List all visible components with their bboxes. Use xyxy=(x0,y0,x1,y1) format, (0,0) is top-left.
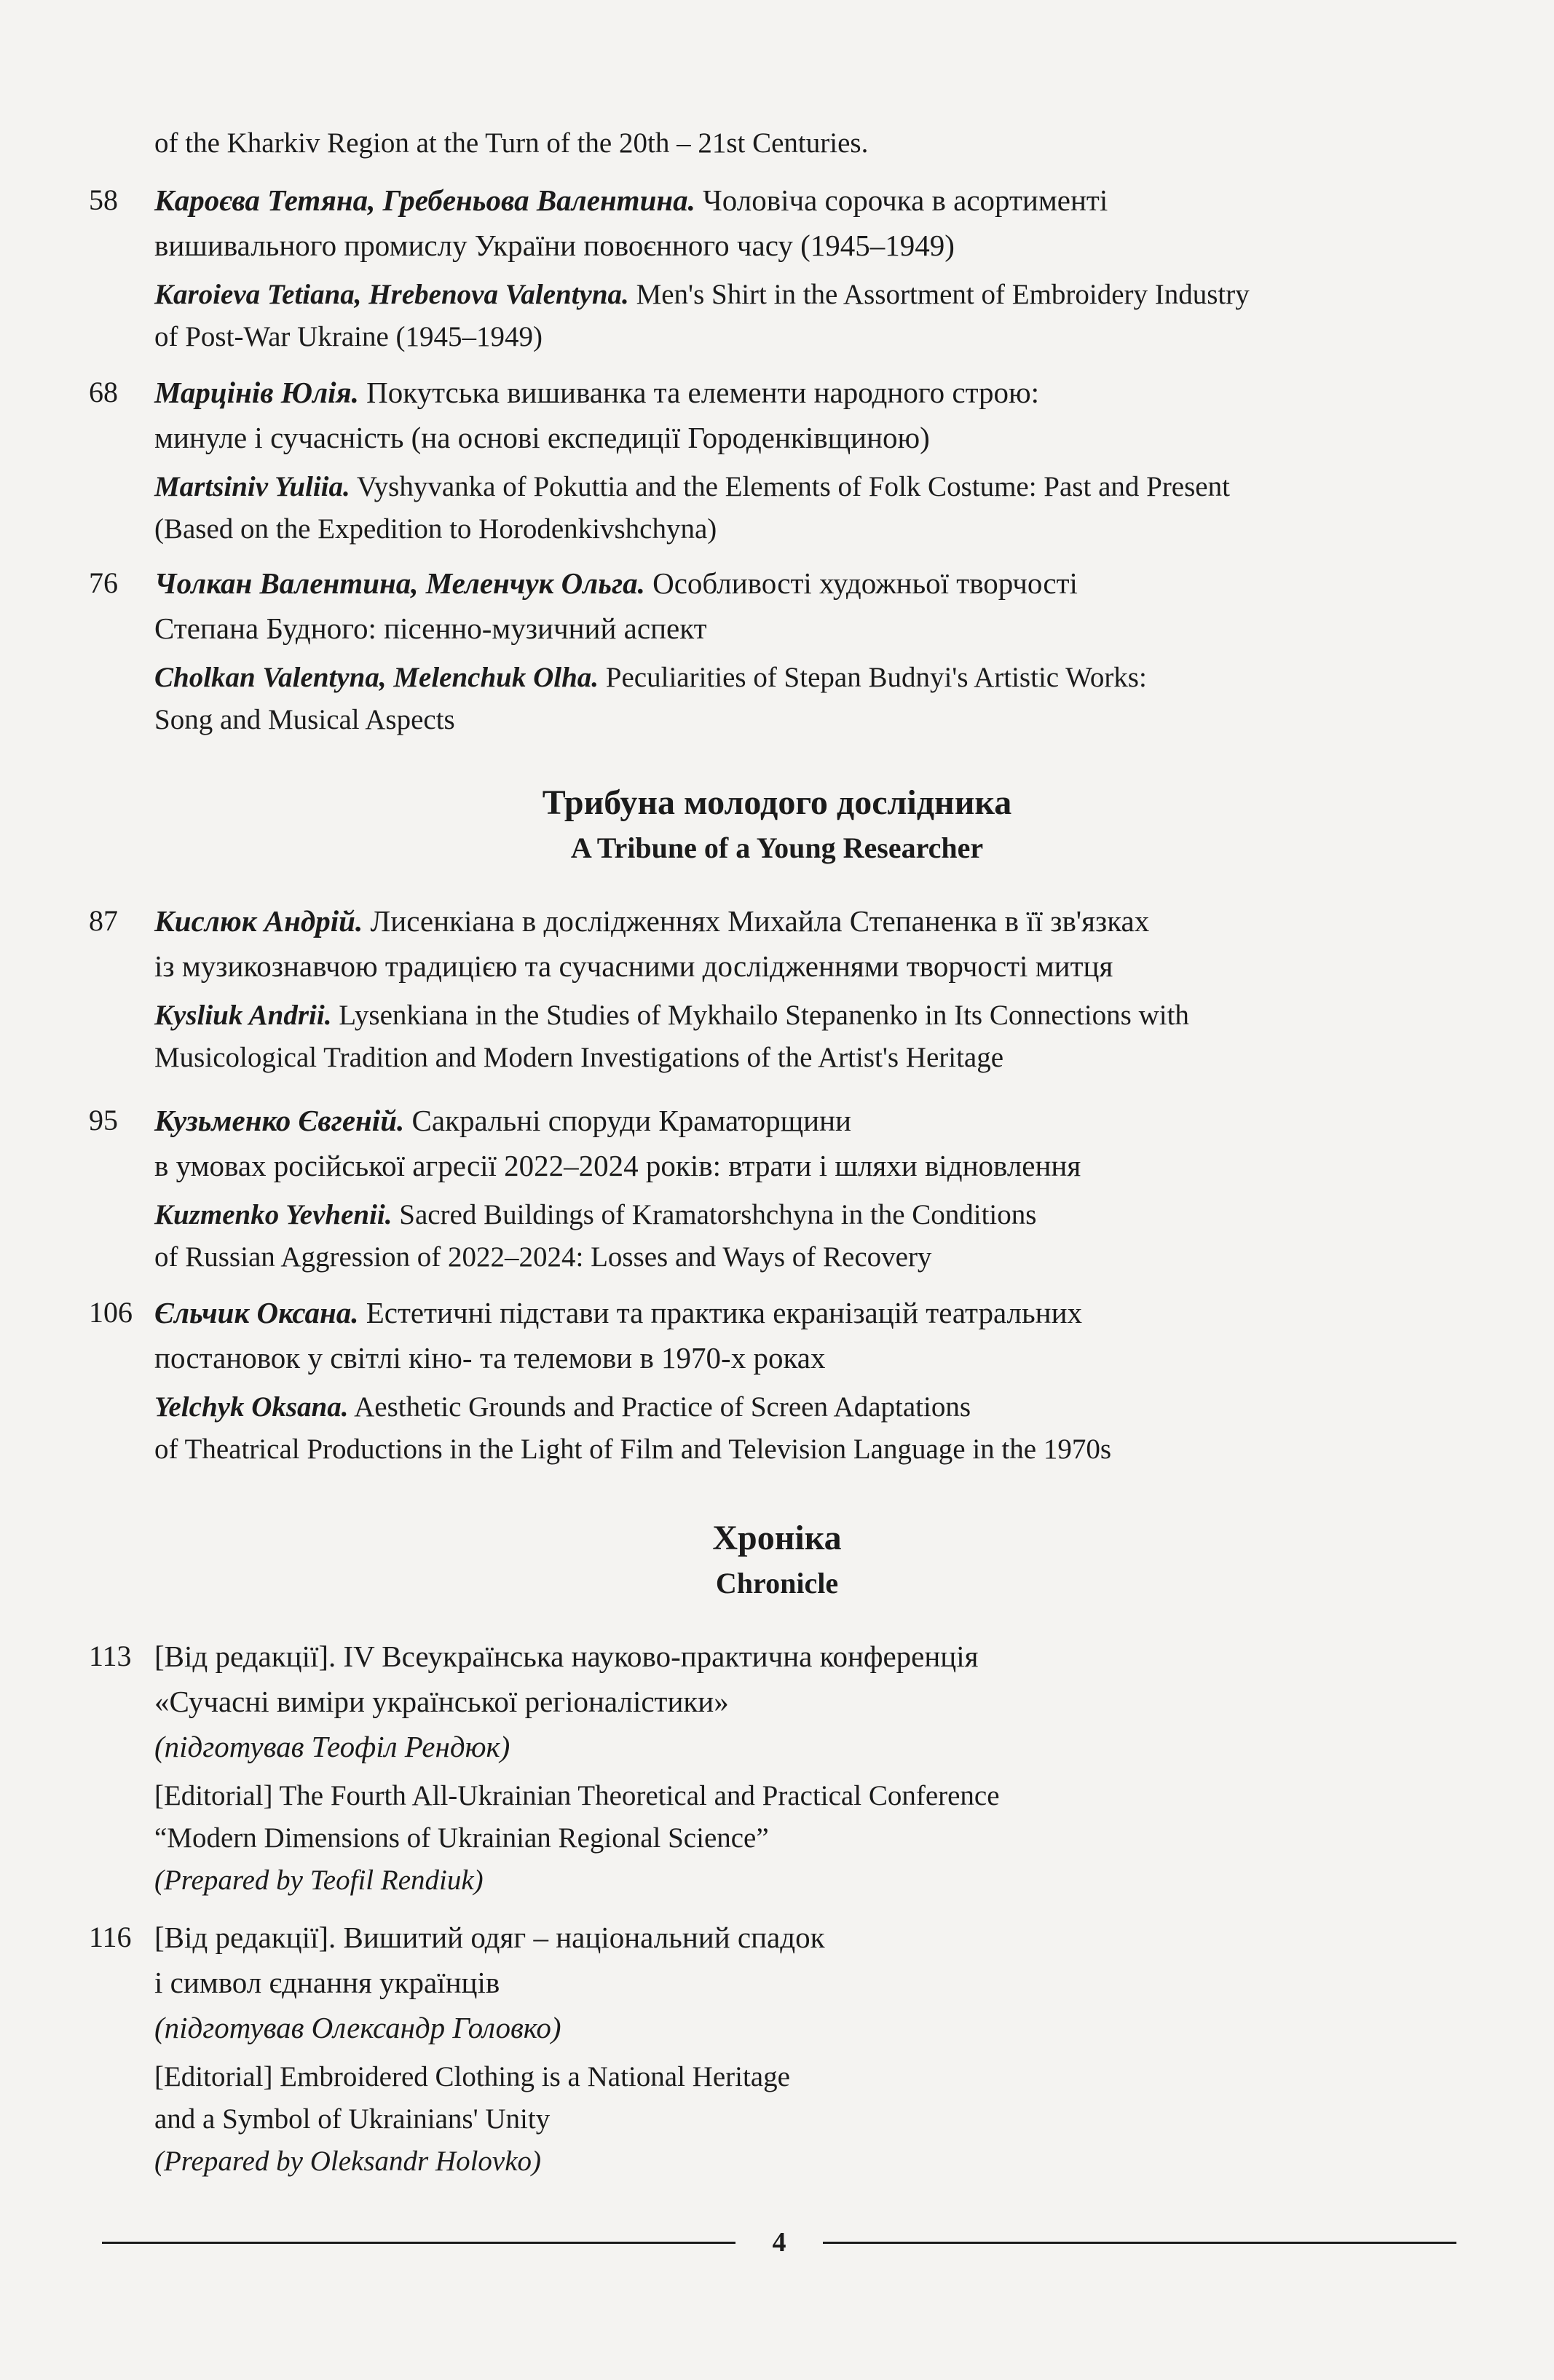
entry-title-en-2: (Based on the Expedition to Horodenkivshchyna) xyxy=(154,513,717,545)
entry-authors-uk: Чолкан Валентина, Меленчук Ольга. xyxy=(154,566,645,600)
entry-title-en-1: Aesthetic Grounds and Practice of Screen Adaptations xyxy=(354,1391,971,1423)
entry-title-uk-1: Лисенкіана в дослідженнях Михайла Степаненка в її зв'язках xyxy=(370,904,1150,938)
entry-authors-en: Kysliuk Andrii. xyxy=(154,1000,332,1031)
footer-rule-left xyxy=(102,2242,735,2244)
entry-title-en-2: Musicological Tradition and Modern Investigations of the Artist's Heritage xyxy=(154,1042,1004,1073)
footer-rule-right xyxy=(823,2242,1456,2244)
section-title-uk: Трибуна молодого дослідника xyxy=(542,783,1012,822)
entry-title-uk-2: в умовах російської агресії 2022–2024 років: втрати і шляхи відновлення xyxy=(154,1149,1081,1182)
entry-title-uk-1: Покутська вишиванка та елементи народного строю: xyxy=(366,376,1040,409)
entry-title-en-2: and a Symbol of Ukrainians' Unity xyxy=(154,2103,551,2135)
section-title-en: Chronicle xyxy=(715,1567,839,1600)
entry-title-uk-1: Особливості художньої творчості xyxy=(652,566,1078,600)
entry-title-uk-2: Степана Будного: пісенно-музичний аспект xyxy=(154,612,707,645)
entry-authors-en: Martsiniv Yuliia. xyxy=(154,471,350,502)
entry-authors-uk: Єльчик Оксана. xyxy=(154,1296,359,1329)
entry-title-en-1: [Editorial] The Fourth All-Ukrainian Theoretical and Practical Conference xyxy=(154,1780,1000,1811)
entry-title-uk-1: Естетичні підстави та практика екранізацій театральних xyxy=(366,1296,1083,1329)
entry-page-number: 58 xyxy=(89,183,118,216)
page-footer xyxy=(102,2221,1456,2264)
entry-authors-uk: Кислюк Андрій. xyxy=(154,904,363,938)
entry-page-number: 116 xyxy=(89,1921,132,1953)
intro-line: of the Kharkiv Region at the Turn of the 20th – 21st Centuries. xyxy=(154,127,869,159)
entry-title-en-1: Men's Shirt in the Assortment of Embroidery Industry xyxy=(636,279,1250,310)
section-heading-young-researcher xyxy=(0,779,1554,869)
entry-title-en-2: Song and Musical Aspects xyxy=(154,704,455,735)
entry-title-uk-1: Сакральні споруди Краматорщини xyxy=(411,1104,851,1137)
entry-authors-en: Yelchyk Oksana. xyxy=(154,1391,349,1423)
entry-title-en-1: Vyshyvanka of Pokuttia and the Elements of Folk Costume: Past and Present xyxy=(356,471,1230,502)
entry-page-number: 68 xyxy=(89,376,118,408)
entry-page-number: 106 xyxy=(89,1296,133,1329)
entry-title-uk-2: «Сучасні виміри української регіоналістики» xyxy=(154,1685,729,1718)
entry-authors-uk: Кароєва Тетяна, Гребеньова Валентина. xyxy=(154,183,695,217)
section-heading-chronicle xyxy=(0,1514,1554,1605)
entry-title-en-1: Sacred Buildings of Kramatorshchyna in the Conditions xyxy=(399,1199,1037,1230)
page-number: 4 xyxy=(772,2227,786,2258)
entry-authors-en: Cholkan Valentyna, Melenchuk Olha. xyxy=(154,662,599,693)
entry-title-en-2: “Modern Dimensions of Ukrainian Regional Science” xyxy=(154,1822,769,1854)
entry-authors-uk: Кузьменко Євгеній. xyxy=(154,1104,405,1137)
entry-title-en-1: Peculiarities of Stepan Budnyi's Artistic Works: xyxy=(605,662,1147,693)
entry-note-en: (Prepared by Oleksandr Holovko) xyxy=(154,2146,542,2177)
entry-title-en-2: of Theatrical Productions in the Light of Film and Television Language in the 1970s xyxy=(154,1434,1112,1465)
entry-page-number: 76 xyxy=(89,566,118,599)
entry-authors-en: Kuzmenko Yevhenii. xyxy=(154,1199,393,1230)
entry-authors-en: Karoieva Tetiana, Hrebenova Valentyna. xyxy=(154,279,629,310)
entry-title-en-1: [Editorial] Embroidered Clothing is a National Heritage xyxy=(154,2061,790,2092)
entry-note-en: (Prepared by Teofil Rendiuk) xyxy=(154,1865,484,1896)
section-title-en: A Tribune of a Young Researcher xyxy=(570,831,984,864)
entry-title-uk-2: минуле і сучасність (на основі експедиції Городенківщиною) xyxy=(154,421,930,454)
entry-title-uk-2: і символ єднання українців xyxy=(154,1966,500,1999)
entry-title-uk-1: [Від редакції]. Вишитий одяг – національний спадок xyxy=(154,1921,825,1954)
entry-title-en-1: Lysenkiana in the Studies of Mykhailo Stepanenko in Its Connections with xyxy=(339,1000,1189,1031)
intro-continuation xyxy=(154,122,1538,165)
entry-title-uk-2: постановок у світлі кіно- та телемови в 1970-х роках xyxy=(154,1341,826,1375)
entry-authors-uk: Марцінів Юлія. xyxy=(154,376,359,409)
entry-page-number: 87 xyxy=(89,904,118,937)
entry-note-uk: (підготував Олександр Головко) xyxy=(154,2011,561,2044)
section-title-uk: Хроніка xyxy=(712,1519,842,1557)
entry-title-uk-1: [Від редакції]. IV Всеукраїнська науково-практична конференція xyxy=(154,1640,979,1673)
entry-title-uk-1: Чоловіча сорочка в асортименті xyxy=(703,183,1108,217)
entry-note-uk: (підготував Теофіл Рендюк) xyxy=(154,1730,510,1763)
entry-page-number: 95 xyxy=(89,1104,118,1136)
entry-title-uk-2: вишивального промислу України повоєнного часу (1945–1949) xyxy=(154,229,955,262)
entry-page-number: 113 xyxy=(89,1640,132,1672)
entry-title-en-2: of Russian Aggression of 2022–2024: Losses and Ways of Recovery xyxy=(154,1241,932,1273)
entry-title-uk-2: із музикознавчою традицією та сучасними дослідженнями творчості митця xyxy=(154,949,1113,983)
entry-title-en-2: of Post-War Ukraine (1945–1949) xyxy=(154,321,543,352)
